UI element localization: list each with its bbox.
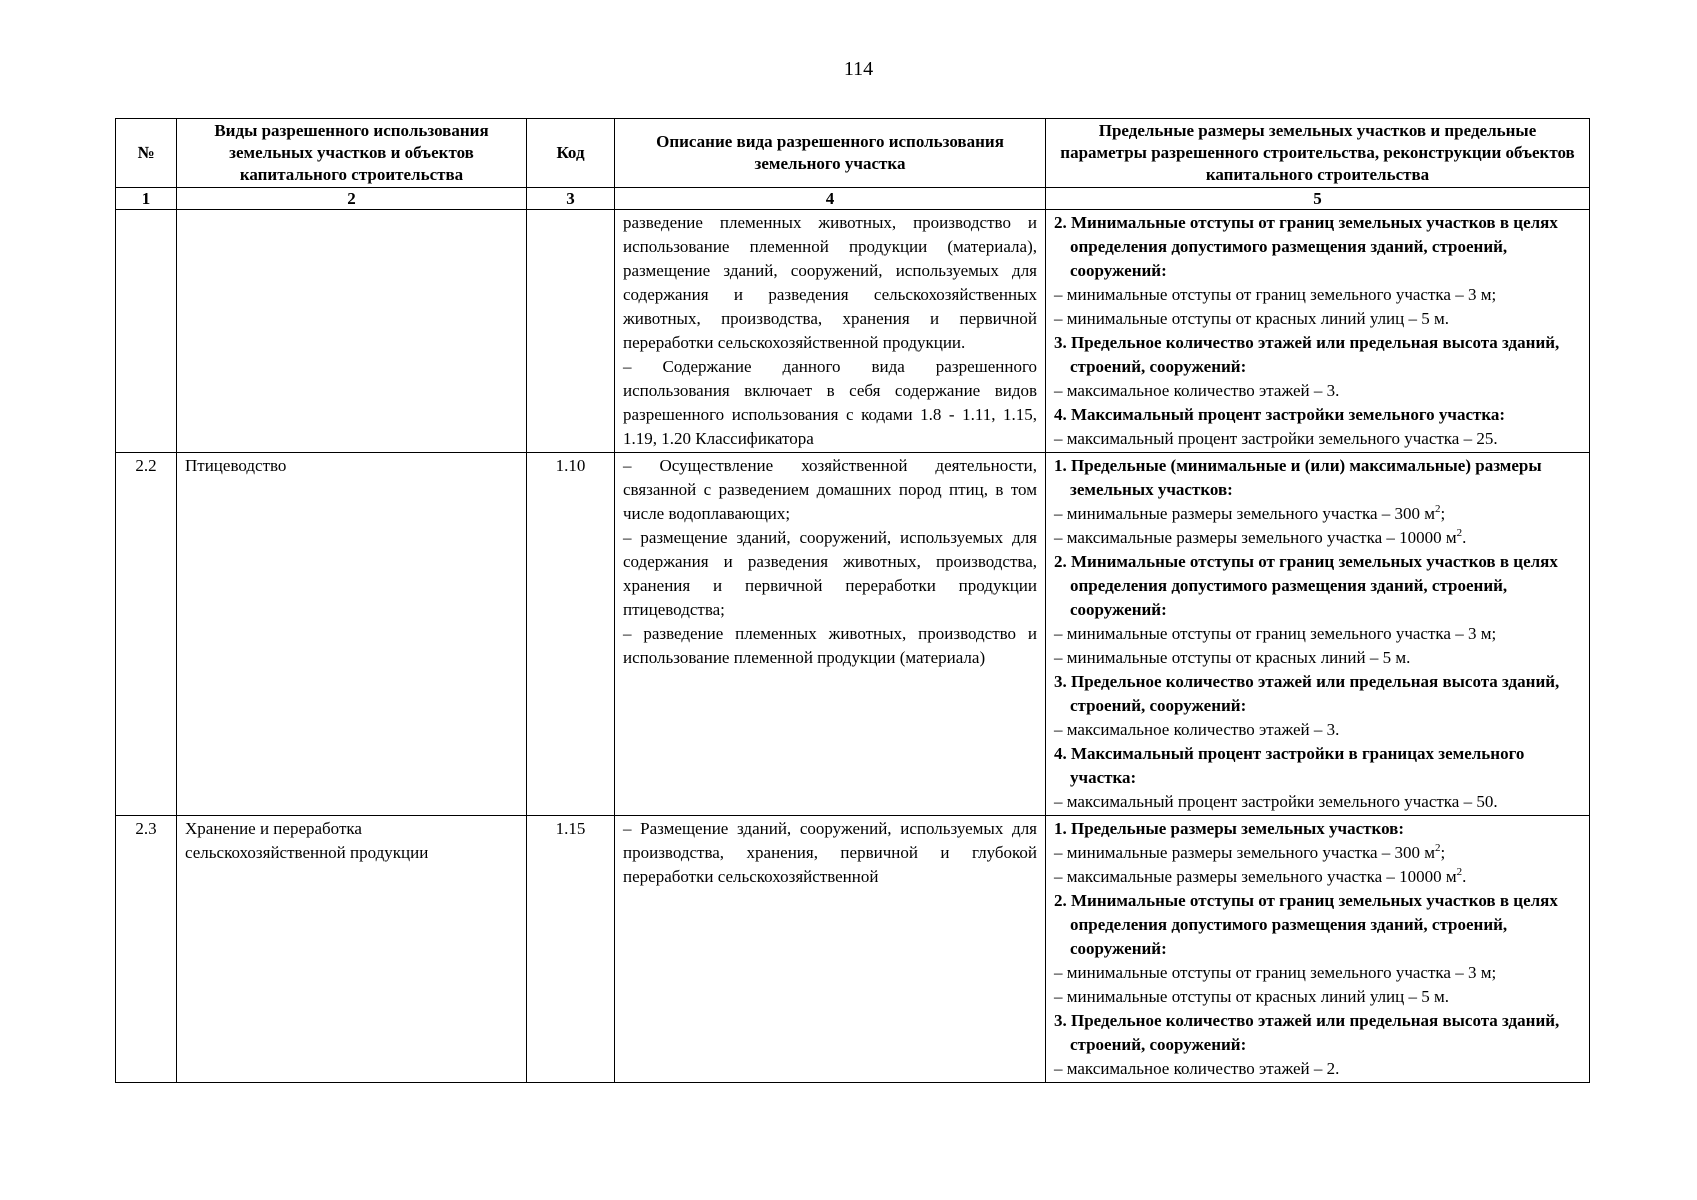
punctuation: .	[1462, 528, 1467, 547]
row-description	[615, 453, 1046, 816]
description-paragraph: – Размещение зданий, сооружений, используемых для производства, хранения, первичной и глубокой переработки сельскохозяйственной	[623, 819, 1037, 886]
param-text: – минимальные размеры земельного участка – 300 м	[1054, 504, 1436, 523]
description-paragraph: разведение племенных животных, производство и использование племенной продукции (материала), размещение зданий, сооружений, используемых для содержания и разведения сельскохозяйственных животных, производства, хранения и первичной переработки сельскохозяйственной продукции.	[623, 213, 1037, 352]
zoning-table	[115, 118, 1590, 1083]
param-text: – минимальные размеры земельного участка – 300 м	[1054, 843, 1436, 862]
row-name: Птицеводство	[177, 453, 527, 816]
column-number-row	[116, 188, 1590, 210]
param-item: – максимальный процент застройки земельного участка – 50.	[1054, 792, 1498, 811]
column-number: 1	[116, 188, 177, 210]
square-superscript: 2	[1456, 527, 1463, 539]
punctuation: ;	[1440, 843, 1446, 862]
punctuation: ;	[1440, 504, 1446, 523]
column-number: 5	[1046, 188, 1590, 210]
description-paragraph: – размещение зданий, сооружений, используемых для содержания и разведения животных, производства, хранения и первичной переработки продукции птицеводства;	[623, 528, 1037, 619]
param-text: – максимальные размеры земельного участка – 10000 м	[1054, 867, 1457, 886]
param-heading: 3. Предельное количество этажей или предельная высота зданий, строений, сооружений:	[1054, 333, 1564, 376]
param-heading: 3. Предельное количество этажей или предельная высота зданий, строений, сооружений:	[1054, 672, 1564, 715]
row-code: 1.15	[527, 816, 615, 1083]
punctuation: .	[1462, 867, 1467, 886]
param-item: – минимальные отступы от границ земельного участка – 3 м;	[1054, 624, 1497, 643]
header-kind: Виды разрешенного использования земельных участков и объектов капитального строительства	[177, 119, 527, 188]
row-num: 2.2	[116, 453, 177, 816]
param-item	[1054, 502, 1581, 526]
square-superscript: 2	[1435, 842, 1441, 854]
param-item: – минимальные отступы от красных линий – 5 м.	[1054, 648, 1411, 667]
header-code: Код	[527, 119, 615, 188]
param-heading: 1. Предельные размеры земельных участков:	[1054, 819, 1405, 838]
description-paragraph: – Осуществление хозяйственной деятельности, связанной с разведением домашних пород птиц, в том числе водоплавающих;	[623, 456, 1037, 523]
row-parameters	[1046, 210, 1590, 453]
param-heading: 2. Минимальные отступы от границ земельных участков в целях определения допустимого размещения зданий, строений, сооружений:	[1054, 213, 1563, 280]
description-paragraph: – разведение племенных животных, производство и использование племенной продукции (материала)	[623, 624, 1037, 667]
row-name	[177, 210, 527, 453]
header-num: №	[116, 119, 177, 188]
param-item: – максимальное количество этажей – 3.	[1054, 381, 1340, 400]
param-heading: 4. Максимальный процент застройки в границах земельного участка:	[1054, 744, 1529, 787]
table-row	[116, 453, 1590, 816]
row-parameters	[1046, 453, 1590, 816]
param-item: – минимальные отступы от красных линий улиц – 5 м.	[1054, 987, 1450, 1006]
table-header-row	[116, 119, 1590, 188]
column-number: 2	[177, 188, 527, 210]
table-row	[116, 816, 1590, 1083]
square-superscript: 2	[1435, 503, 1441, 515]
header-description: Описание вида разрешенного использования земельного участка	[615, 119, 1046, 188]
column-number: 3	[527, 188, 615, 210]
param-item: – максимальное количество этажей – 2.	[1054, 1059, 1340, 1078]
param-item: – минимальные отступы от границ земельного участка – 3 м;	[1054, 963, 1497, 982]
param-heading: 3. Предельное количество этажей или предельная высота зданий, строений, сооружений:	[1054, 1011, 1564, 1054]
row-description	[615, 816, 1046, 1083]
description-paragraph: – Содержание данного вида разрешенного использования включает в себя содержание видов разрешенного использования с кодами 1.8 - 1.11, 1.15, 1.19, 1.20 Классификатора	[623, 357, 1037, 448]
param-item: – минимальные отступы от границ земельного участка – 3 м;	[1054, 285, 1497, 304]
param-heading: 4. Максимальный процент застройки земельного участка:	[1054, 405, 1506, 424]
row-parameters	[1046, 816, 1590, 1083]
param-text: – максимальные размеры земельного участка – 10000 м	[1054, 528, 1457, 547]
column-number: 4	[615, 188, 1046, 210]
row-num: 2.3	[116, 816, 177, 1083]
param-item	[1054, 865, 1581, 889]
param-item	[1054, 526, 1581, 550]
param-heading: 2. Минимальные отступы от границ земельных участков в целях определения допустимого размещения зданий, строений, сооружений:	[1054, 552, 1563, 619]
row-description	[615, 210, 1046, 453]
param-heading: 1. Предельные (минимальные и (или) максимальные) размеры земельных участков:	[1054, 456, 1546, 499]
square-superscript: 2	[1456, 866, 1463, 878]
table-row	[116, 210, 1590, 453]
row-name: Хранение и переработка сельскохозяйственной продукции	[177, 816, 527, 1083]
header-parameters: Предельные размеры земельных участков и предельные параметры разрешенного строительства, реконструкции объектов капитального строительства	[1046, 119, 1590, 188]
page-number: 114	[843, 58, 874, 80]
row-num	[116, 210, 177, 453]
param-item: – максимальный процент застройки земельного участка – 25.	[1054, 429, 1498, 448]
param-item: – минимальные отступы от красных линий улиц – 5 м.	[1054, 309, 1450, 328]
param-item: – максимальное количество этажей – 3.	[1054, 720, 1340, 739]
row-code: 1.10	[527, 453, 615, 816]
row-code	[527, 210, 615, 453]
param-heading: 2. Минимальные отступы от границ земельных участков в целях определения допустимого размещения зданий, строений, сооружений:	[1054, 891, 1563, 958]
param-item	[1054, 841, 1581, 865]
